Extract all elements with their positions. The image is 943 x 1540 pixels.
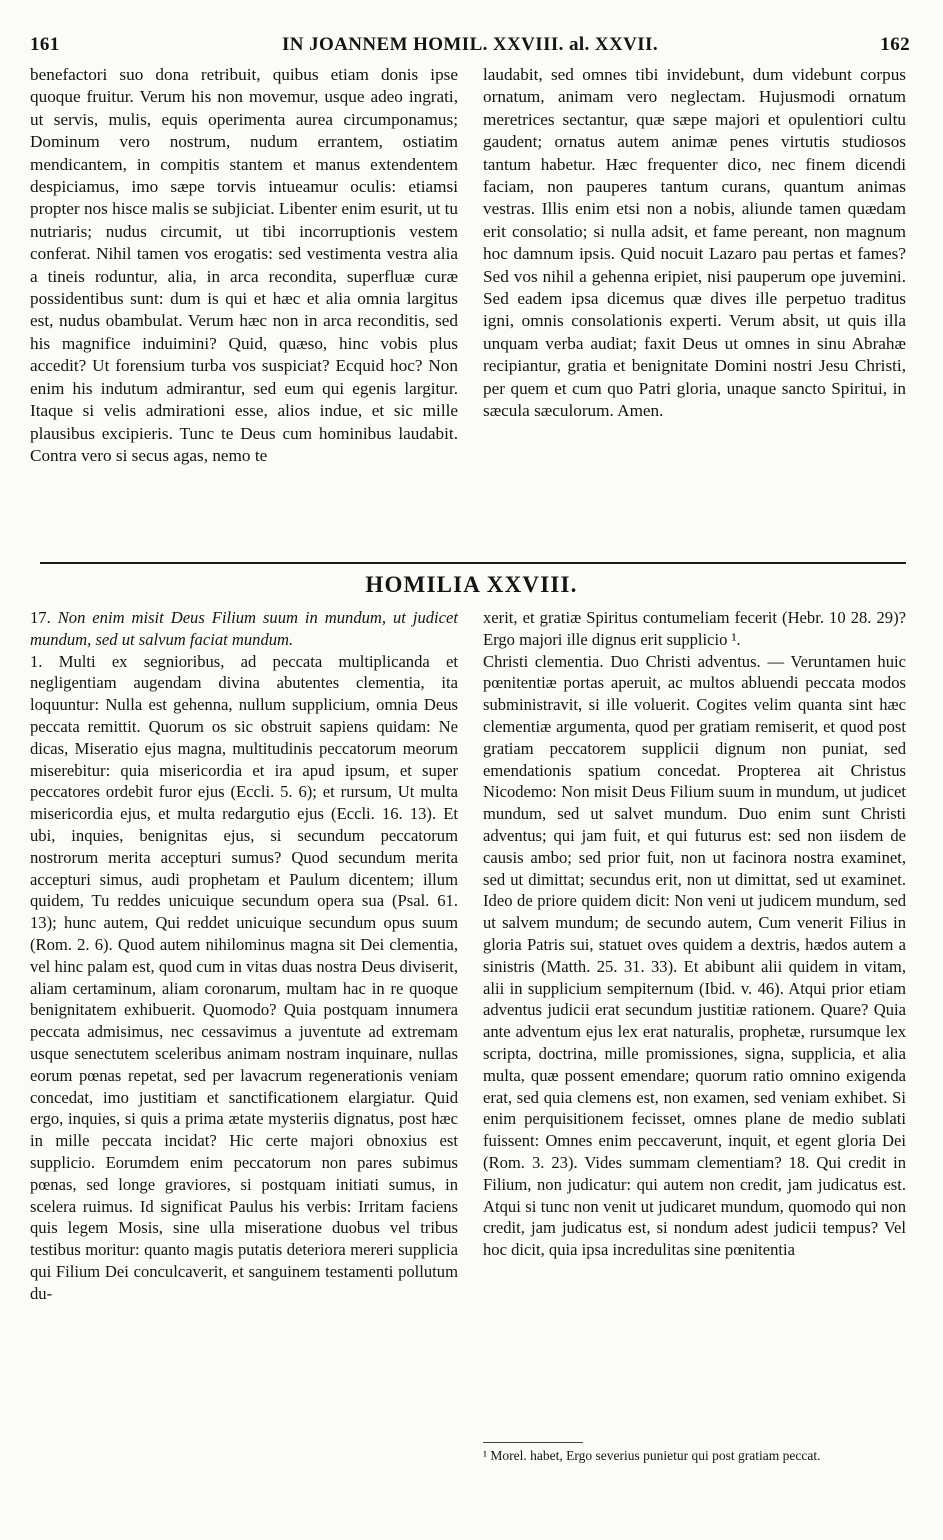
paragraph: laudabit, sed omnes tibi invidebunt, dum videbunt corpus ornatum, animam vero neglectam. Hujusmodi ornatum meretrices sectantur, quæ sæpe majori et opulentiori cultu gaudent; ornatus autem animæ penes virtutis studiosos tantum habetur. Hæc frequenter dico, nec finem dicendi faciam, non pauperes tantum curans, quantum animas vestras. Illis enim etsi non a nobis, aliunde tamen quædam erit consolatio; si nulla adsit, et fame pereant, non magnum hoc damnum ipsis. Quid nocuit Lazaro pau pertas et fames? Sed vos nihil a gehenna eripiet, nisi pauperum ope juvemini. Sed eadem ipsa dicemus quæ dives ille perpetuo traditus igni, omnis consolationis experti. Verum absit, ut quis illa unquam verba audiat; faxit Deus ut omnes in sinu Abrahæ recipiantur, gratia et benignitate Domini nostri Jesu Christi, per quem et cum quo Patri gloria, unaque sancto Spiritui, in sæcula sæculorum. Amen. (483, 65, 906, 421)
paragraph: 1. Multi ex segnioribus, ad peccata multiplicanda et negligentiam augendam divina abutentes clementia, ita loquuntur: Nulla est gehenna, nullum supplicium, omnia Deus peccata remittit. Quorum os sic obstruit sapiens quidam: Ne dicas, Miseratio ejus magna, multitudinis peccatorum meorum miserebitur: quia misericordia et ira apud ipsum, et super peccatores ordebit furor ejus (Eccli. 5. 6); et rursum, Ut multa misericordia ejus, et multa redargutio ejus (Eccli. 16. 13). Et ubi, inquies, benignitas ejus, si secundum peccatorum nostrorum merita accepturi sumus? Quod secundum merita accepturi simus, audi prophetam et Paulum dicentem; illum quidem, Tu reddes unicuique secundum opera sua (Psal. 61. 13); hunc autem, Qui reddet unicuique secundum opus suum (Rom. 2. 6). Quod autem nihilominus magna sit Dei clementia, vel hinc palam est, quod cum in vitas duas nostra Deus diviserit, aliam certaminum, aliam coronarum, multam hac in re quoque benignitatem exhibuerit. Quomodo? Quia postquam innumera peccata admisimus, nec cessavimus a juventute ad extremam usque senectutem sceleribus animam nostram inquinare, nullas eorum pœnas repetat, sed per lavacrum regenerationis veniam concedat, imo justitiam et sanctificationem elargiatur. Quid ergo, inquies, si quis a prima ætate mysteriis dignatus, post hæc in mille peccata incidat? Hic certe majori obnoxius est supplicio. Eorumdem enim peccatorum non pares subimus pœnas, sed longe graviores, si postquam initiati sumus, in scelera ruimus. Id significat Paulus his verbis: Irritam faciens quis legem Mosis, sine ulla miseratione duobus vel tribus testibus moritur: quanto magis putatis deteriora mereri supplicia qui Filium Dei conculcaverit, et sanguinem testamenti pollutum du- (30, 651, 458, 1303)
page-number-left: 161 (30, 34, 60, 55)
column-top-left (30, 64, 458, 467)
column-top-right (483, 64, 906, 423)
homily-title: HOMILIA XXVIII. (365, 572, 578, 597)
column-bottom-left (30, 607, 458, 1305)
running-title: IN JOANNEM HOMIL. XXVIII. al. XXVII. (282, 34, 658, 55)
column-bottom-right (483, 607, 906, 1261)
paragraph: xerit, et gratiæ Spiritus contumeliam fecerit (Hebr. 10 28. 29)? Ergo majori ille dignus erit supplicio ¹. (483, 608, 906, 649)
verse-number: 17. (30, 608, 51, 627)
running-head (30, 34, 910, 58)
verse-block (30, 607, 458, 651)
section-divider (40, 562, 906, 564)
paragraph: benefactori suo dona retribuit, quibus etiam donis ipse quoque fruitur. Verum his non movemur, usque adeo ingrati, ut servis, mulis, equis operimenta aurea circumponamus; Dominum vero nostrum, nudum errantem, ostiatim mendicantem, in compitis stantem et manus extendentem despiciamus, imo sæpe torvis intueamur oculis: etiamsi propter nos hisce malis se subjiciat. Libenter enim esurit, ut tu nutriaris; nudus circumit, ut tibi incorruptionis vestem conferat. Nihil tamen vos erogatis: sed vestimenta vestra alia a tineis roduntur, alia, in arca recondita, superfluæ curæ possidentibus sunt: dum is qui et hæc et alia omnia largitus est, nudus obambulat. Verum hæc non in arca reconditis, sed his magnifice induimini? Quid, quæso, hinc vobis plus accedit? Ut forensium turba vos suspiciat? Ecquid hoc? Non enim his indutum admirantur, sed eum qui egenis largitur. Itaque si velis admirationi esse, alios indue, et sic mille plausibus excipieris. Tunc te Deus cum hominibus laudabit. Contra vero si secus agas, nemo te (30, 65, 458, 465)
paragraph: Christi clementia. Duo Christi adventus. — Veruntamen huic pœnitentiæ portas aperuit, ac multos abluendi peccata modos subministravit, si ille voluerit. Cogites velim quanta sint hæc clementiæ argumenta, quod per gratiam remiserit, et quod post gratiam peccatorem supplicii dignum non puniat, sed emendationis spatium concedat. Propterea ait Christus Nicodemo: Non misit Deus Filium suum in mundum, ut judicet mundum, sed ut salvet mundum. Duo enim sunt Christi adventus; qui jam fuit, et qui futurus est: sed non iisdem de causis ambo; sed prior fuit, non ut facinora nostra examinet, sed ut dimittat; secundus erit, non ut dimittat, sed ut examinet. Ideo de priore quidem dicit: Non veni ut judicem mundum, sed ut salvem mundum; de secundo autem, Cum venerit Filius in gloria Patris sui, statuet oves quidem a dextris, hædos autem a sinistris (Matth. 25. 31. 33). Et abibunt alii quidem in vitam, alii in supplicium sempiternum (Ibid. v. 46). Atqui prior etiam adventus judicii erat secundum justitiæ rationem. Quare? Quia ante adventum ejus lex erat naturalis, prophetæ, rursumque lex scripta, doctrina, mille promissiones, signa, supplicia, et alia multa, quæ possent emendare; quorum ratio omnino exigenda erat, sed quia clemens est, non examen, sed veniam exhibet. Si enim perquisitionem fecisset, omnes plane de medio sublati fuissent: Omnes enim peccaverunt, inquit, et egent gloria Dei (Rom. 3. 23). Vides summam clementiam? 18. Qui credit in Filium, non judicatur: qui autem non credit, jam judicatus est. Atqui si tunc non venit ut judicaret mundum, quomodo qui non credit, jam judicatus est, si nondum adest judicii tempus? Vel hoc dicit, quia ipsa incredulitas sine pœnitentia (483, 651, 906, 1260)
verse-text: Non enim misit Deus Filium suum in mundum, ut judicet mundum, sed ut salvum faciat mundum. (30, 608, 459, 649)
footnote: ¹ Morel. habet, Ergo severius punietur qui post gratiam peccat. (483, 1448, 821, 1463)
page-number-right: 162 (880, 34, 910, 55)
footnote-divider (483, 1442, 583, 1443)
